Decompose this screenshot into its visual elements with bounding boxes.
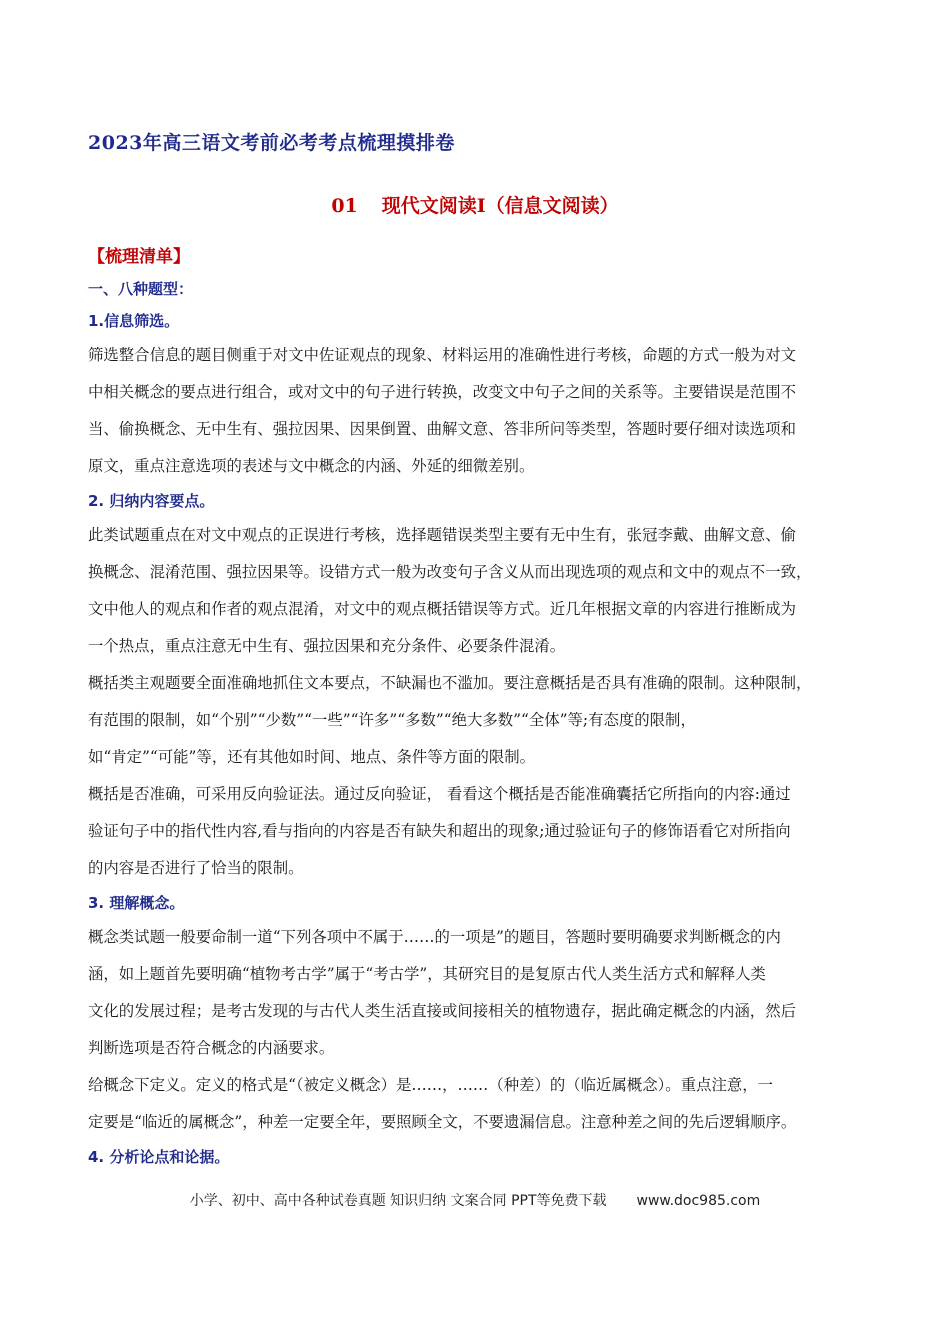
body-paragraph xyxy=(88,1067,874,1141)
section-title xyxy=(0,191,950,218)
document-title: 2023年高三语文考前必考考点梳理摸排卷 xyxy=(88,132,455,154)
paragraph-line: 当、偷换概念、无中生有、强拉因果、因果倒置、曲解文意、答非所问等类型，答题时要仔细对读选项和 xyxy=(88,420,796,438)
footer-text: 小学、初中、高中各种试卷真题 知识归纳 文案合同 PPT等免费下载 xyxy=(189,1193,607,1209)
body-paragraph xyxy=(88,776,874,887)
body-paragraph xyxy=(88,665,874,776)
paragraph-line: 涵，如上题首先要明确“植物考古学”属于“考古学”，其研究目的是复原古代人类生活方式和解释人类 xyxy=(88,965,766,983)
page-footer xyxy=(0,1190,950,1210)
item-heading: 2. 归纳内容要点。 xyxy=(88,492,215,510)
paragraph-line: 换概念、混淆范围、强拉因果等。设错方式一般为改变句子含义从而出现选项的观点和文中的观点不一致， xyxy=(88,563,812,581)
item-list xyxy=(88,305,874,1173)
paragraph-line: 如“肯定”“可能”等，还有其他如时间、地点、条件等方面的限制。 xyxy=(88,748,536,766)
paragraph-line: 中相关概念的要点进行组合，或对文中的句子进行转换，改变文中句子之间的关系等。主要错误是范围不 xyxy=(88,383,796,401)
part-heading: 一、八种题型： xyxy=(88,280,194,298)
section-number: 01 xyxy=(331,195,358,217)
paragraph-line: 概括是否准确，可采用反向验证法。通过反向验证， 看看这个概括是否能准确囊括它所指向的内容:通过 xyxy=(88,785,791,803)
item-heading: 3. 理解概念。 xyxy=(88,894,185,912)
paragraph-line: 一个热点，重点注意无中生有、强拉因果和充分条件、必要条件混淆。 xyxy=(88,637,566,655)
paragraph-line: 原文，重点注意选项的表述与文中概念的内涵、外延的细微差别。 xyxy=(88,457,535,475)
paragraph-line: 定要是“临近的属概念”，种差一定要全年，要照顾全文，不要遗漏信息。注意种差之间的先后逻辑顺序。 xyxy=(88,1113,797,1131)
paragraph-line: 有范围的限制，如“个别”“少数”“一些”“许多”“多数”“绝大多数”“全体”等;有态度的限制， xyxy=(88,711,696,729)
item-heading: 4. 分析论点和论据。 xyxy=(88,1148,230,1166)
paragraph-line: 概念类试题一般要命制一道“下列各项中不属于……的一项是”的题目，答题时要明确要求判断概念的内 xyxy=(88,928,781,946)
paragraph-line: 此类试题重点在对文中观点的正误进行考核，选择题错误类型主要有无中生有，张冠李戴、曲解文意、偷 xyxy=(88,526,796,544)
item-heading: 1.信息筛选。 xyxy=(88,312,180,330)
outline-tag: 【梳理清单】 xyxy=(88,247,190,267)
paragraph-line: 文中他人的观点和作者的观点混淆，对文中的观点概括错误等方式。近几年根据文章的内容进行推断成为 xyxy=(88,600,796,618)
paragraph-line: 的内容是否进行了恰当的限制。 xyxy=(88,859,304,877)
paragraph-line: 文化的发展过程；是考古发现的与古代人类生活直接或间接相关的植物遗存，据此确定概念的内涵，然后 xyxy=(88,1002,796,1020)
paragraph-line: 给概念下定义。定义的格式是“（被定义概念）是……，……（种差）的（临近属概念）。重点注意，一 xyxy=(88,1076,774,1094)
paragraph-line: 判断选项是否符合概念的内涵要求。 xyxy=(88,1039,335,1057)
body-paragraph xyxy=(88,919,874,1067)
footer-url[interactable]: www.doc985.com xyxy=(636,1193,761,1209)
body-paragraph xyxy=(88,517,874,665)
section-name: 现代文阅读Ⅰ（信息文阅读） xyxy=(381,195,619,217)
paragraph-line: 筛选整合信息的题目侧重于对文中佐证观点的现象、材料运用的准确性进行考核，命题的方式一般为对文 xyxy=(88,346,796,364)
paragraph-line: 验证句子中的指代性内容,看与指向的内容是否有缺失和超出的现象;通过验证句子的修饰语看它对所指向 xyxy=(88,822,791,840)
paragraph-line: 概括类主观题要全面准确地抓住文本要点，不缺漏也不滥加。要注意概括是否具有准确的限制。这种限制， xyxy=(88,674,812,692)
body-paragraph xyxy=(88,337,874,485)
document-body xyxy=(88,241,874,1173)
